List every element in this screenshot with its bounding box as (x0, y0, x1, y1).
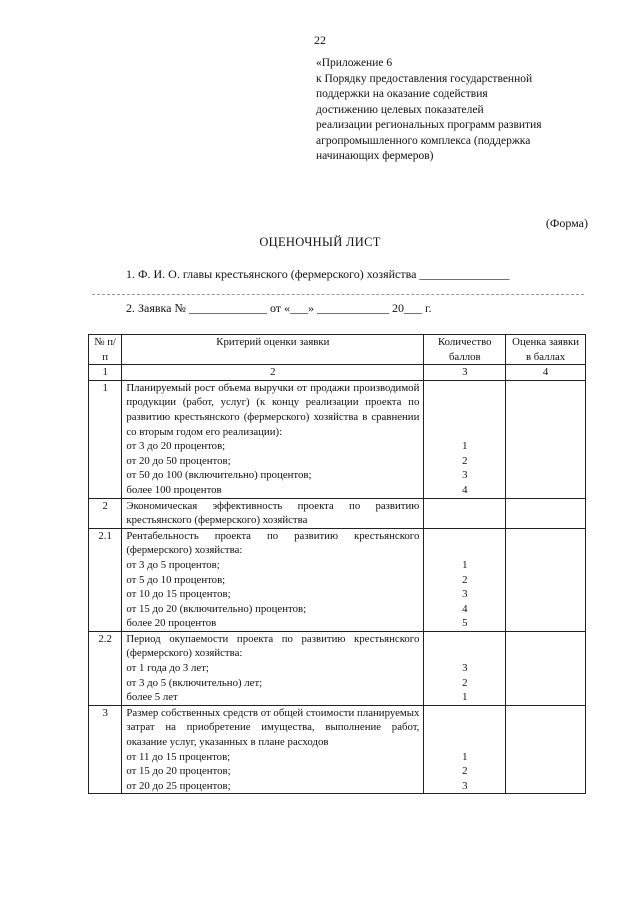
header-points: Количество баллов (424, 335, 506, 365)
option-label: от 10 до 15 процентов; (126, 588, 231, 601)
criterion-text: Рентабельность проекта по развитию крестьянского (фермерского) хозяйства: (126, 529, 420, 557)
option-points: 2 (462, 676, 468, 689)
option-label: от 50 до 100 (включительно) процентов; (126, 469, 312, 482)
option-label: от 5 до 10 процентов; (126, 573, 226, 586)
blank-line (92, 294, 584, 295)
header-criterion: Критерий оценки заявки (122, 335, 424, 365)
option-points: 4 (462, 602, 468, 615)
appendix-line: поддержки на оказание содействия (316, 88, 488, 100)
evaluation-cell (506, 705, 586, 794)
option-points: 3 (462, 779, 468, 792)
points-cell (424, 528, 506, 631)
option-label: от 20 до 50 процентов; (126, 454, 231, 467)
option-label: от 15 до 20 (включительно) процентов; (126, 602, 307, 615)
table-row (89, 498, 586, 528)
criterion-cell (122, 528, 424, 631)
appendix-line: достижению целевых показателей (316, 103, 484, 116)
farm-head-name-field: 1. Ф. И. О. главы крестьянского (фермерского) хозяйства _______________ (126, 267, 510, 281)
points-cell (424, 705, 506, 794)
criterion-cell (122, 380, 424, 498)
table-row (89, 705, 586, 794)
option-label: от 20 до 25 процентов; (126, 779, 231, 792)
criterion-text: Экономическая эффективность проекта по развитию крестьянского (фермерского) хозяйства (126, 499, 420, 527)
row-number: 2.2 (89, 631, 122, 705)
header-evaluation: Оценка заявки в баллах (506, 335, 586, 365)
points-cell (424, 380, 506, 498)
evaluation-cell (506, 631, 586, 705)
option-points: 4 (462, 483, 468, 496)
appendix-header (316, 56, 616, 165)
header-num: № п/п (89, 335, 122, 365)
row-number: 1 (89, 380, 122, 498)
table-row (89, 380, 586, 498)
page-number: 22 (314, 33, 326, 47)
criterion-cell (122, 705, 424, 794)
option-points: 3 (462, 662, 468, 675)
option-label: от 11 до 15 процентов; (126, 750, 231, 763)
appendix-line: «Приложение 6 (316, 57, 393, 69)
option-points: 2 (462, 765, 468, 778)
appendix-line: агропромышленного комплекса (поддержка (316, 134, 531, 147)
form-label: (Форма) (545, 216, 588, 230)
criterion-text: Планируемый рост объема выручки от продажи производимой продукции (работ, услуг) (к концу реализации проекта по развитию крестьянского (фермерского) хозяйства в сравнении со вторым годом его реализации): (126, 381, 420, 438)
option-points: 3 (462, 469, 468, 482)
option-points: 2 (462, 454, 468, 467)
evaluation-cell (506, 380, 586, 498)
table-row (89, 528, 586, 631)
option-label: более 100 процентов (126, 483, 222, 496)
criterion-cell (122, 631, 424, 705)
column-number: 3 (424, 365, 506, 381)
column-number: 1 (89, 365, 122, 381)
option-points: 3 (462, 588, 468, 601)
option-points: 1 (462, 440, 468, 453)
document-title: ОЦЕНОЧНЫЙ ЛИСТ (259, 235, 381, 249)
option-label: от 1 года до 3 лет; (126, 662, 209, 675)
column-number: 4 (506, 365, 586, 381)
evaluation-cell (506, 498, 586, 528)
option-points: 5 (462, 617, 468, 630)
option-points: 1 (462, 691, 468, 704)
option-label: от 15 до 20 процентов; (126, 765, 231, 778)
row-number: 2.1 (89, 528, 122, 631)
points-cell (424, 498, 506, 528)
option-label: более 20 процентов (126, 617, 217, 630)
criterion-text: Период окупаемости проекта по развитию крестьянского (фермерского) хозяйства: (126, 632, 420, 660)
option-points: 2 (462, 573, 468, 586)
evaluation-table (88, 334, 586, 794)
criterion-text: Размер собственных средств от общей стоимости планируемых затрат на приобретение имущества, выполнение работ, оказание услуг, указанных в плане расходов (126, 706, 420, 749)
appendix-line: начинающих фермеров) (316, 150, 434, 162)
evaluation-cell (506, 528, 586, 631)
option-points: 1 (462, 750, 468, 763)
option-label: от 3 до 20 процентов; (126, 440, 226, 453)
column-number-row (89, 365, 586, 381)
option-label: от 3 до 5 процентов; (126, 558, 220, 571)
row-number: 2 (89, 498, 122, 528)
table-row (89, 631, 586, 705)
column-number: 2 (122, 365, 424, 381)
criterion-cell (122, 498, 424, 528)
option-label: от 3 до 5 (включительно) лет; (126, 676, 263, 689)
application-number-field: 2. Заявка № _____________ от «___» ____________ 20___ г. (126, 301, 432, 315)
appendix-line: к Порядку предоставления государственной (316, 72, 533, 85)
table-header-row (89, 335, 586, 365)
points-cell (424, 631, 506, 705)
appendix-line: реализации региональных программ развития (316, 119, 542, 131)
option-points: 1 (462, 558, 468, 571)
option-label: более 5 лет (126, 691, 178, 704)
row-number: 3 (89, 705, 122, 794)
